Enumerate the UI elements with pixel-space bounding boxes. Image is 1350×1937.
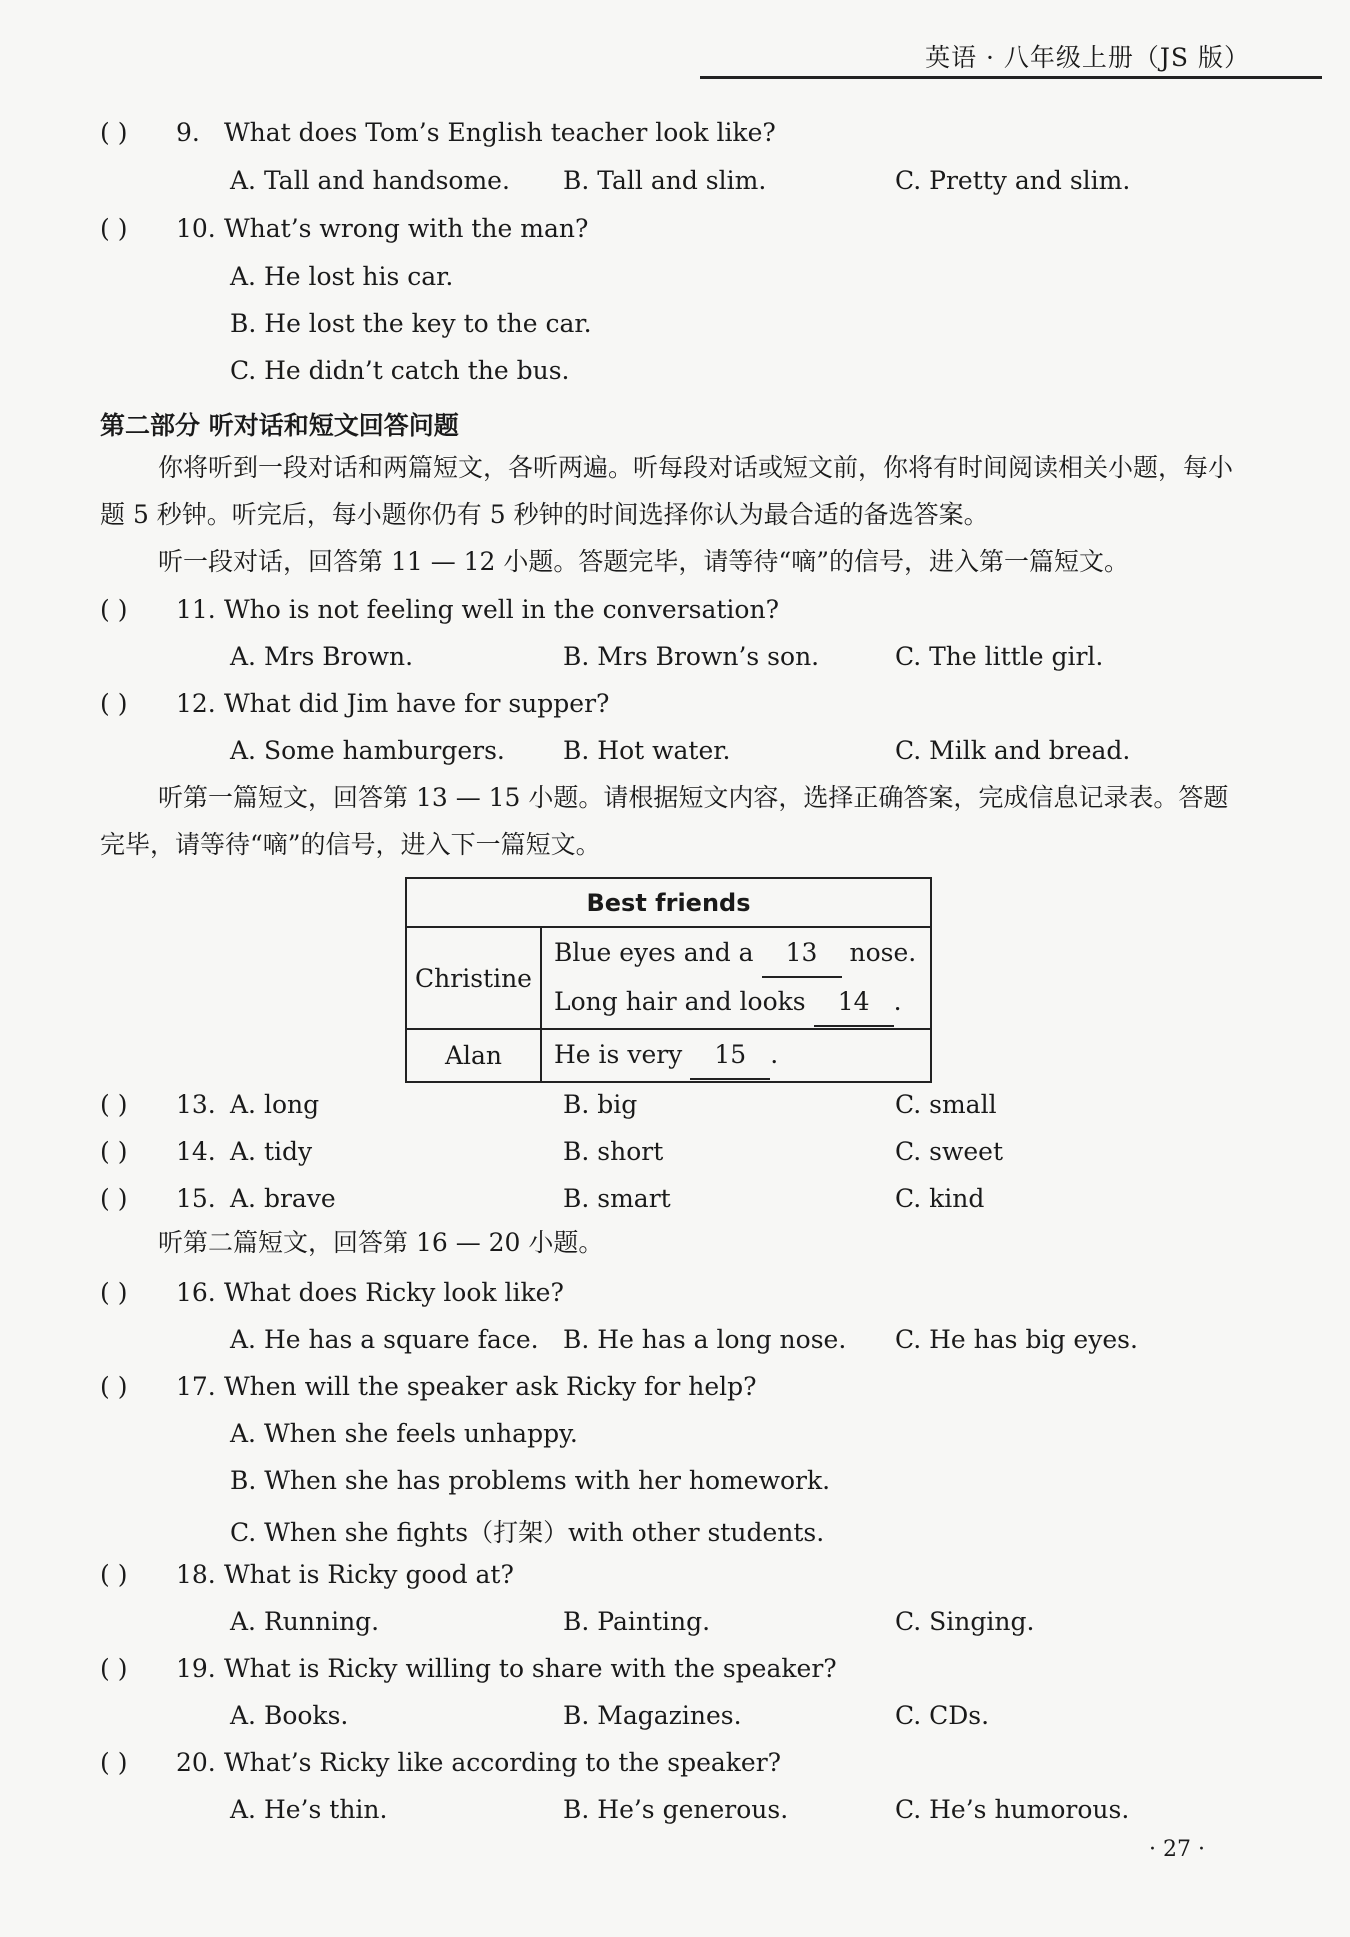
option-a: A. He’s thin.	[230, 1795, 388, 1824]
table-cell-alan-desc	[541, 1029, 931, 1082]
blank-13[interactable]: 13	[762, 929, 842, 978]
question-20	[100, 1748, 781, 1777]
table-cell-alan: Alan	[406, 1029, 541, 1082]
option-b: B. Tall and slim.	[563, 166, 767, 195]
option-a: A. When she feels unhappy.	[230, 1419, 578, 1448]
answer-blank[interactable]: ( )	[100, 1560, 128, 1589]
blank-15[interactable]: 15	[690, 1031, 770, 1080]
page-number: · 27 ·	[1149, 1837, 1205, 1862]
option-c: C. When she fights（打架）with other students.	[230, 1518, 825, 1547]
answer-blank[interactable]: ( )	[100, 214, 128, 243]
answer-blank[interactable]: ( )	[100, 1137, 128, 1166]
question-14	[100, 1137, 216, 1166]
option-b: B. He lost the key to the car.	[230, 309, 592, 338]
answer-blank[interactable]: ( )	[100, 1654, 128, 1683]
question-text: Who is not feeling well in the conversation?	[223, 595, 779, 624]
question-text: What does Ricky look like?	[223, 1278, 564, 1307]
answer-blank[interactable]: ( )	[100, 595, 128, 624]
option-a: A. long	[230, 1090, 320, 1119]
option-a: A. Tall and handsome.	[230, 166, 510, 195]
answer-blank[interactable]: ( )	[100, 1090, 128, 1119]
question-number: 13.	[176, 1090, 216, 1119]
option-b: B. When she has problems with her homework.	[230, 1466, 831, 1495]
option-b: B. He’s generous.	[563, 1795, 789, 1824]
option-c: C. Singing.	[895, 1607, 1035, 1636]
option-b: B. big	[563, 1090, 638, 1119]
table-line-14	[554, 978, 929, 1027]
question-number: 11.	[176, 595, 216, 624]
question-number: 12.	[176, 689, 216, 718]
best-friends-table	[405, 877, 932, 1083]
line-text: nose.	[849, 938, 917, 967]
question-text: When will the speaker ask Ricky for help?	[223, 1372, 757, 1401]
answer-blank[interactable]: ( )	[100, 1748, 128, 1777]
option-a: A. Mrs Brown.	[230, 642, 414, 671]
passage2-instructions: 听第二篇短文，回答第 16 — 20 小题。	[158, 1228, 604, 1257]
question-10	[100, 214, 588, 243]
answer-blank[interactable]: ( )	[100, 1278, 128, 1307]
line-text: He is very	[554, 1040, 683, 1069]
option-b: B. Magazines.	[563, 1701, 742, 1730]
option-a: A. tidy	[230, 1137, 313, 1166]
question-number: 20.	[176, 1748, 216, 1777]
option-b: B. short	[563, 1137, 664, 1166]
line-text: Blue eyes and a	[554, 938, 754, 967]
option-c: C. sweet	[895, 1137, 1003, 1166]
question-number: 14.	[176, 1137, 216, 1166]
option-c: C. Milk and bread.	[895, 736, 1131, 765]
question-12	[100, 689, 609, 718]
option-b: B. He has a long nose.	[563, 1325, 847, 1354]
question-11	[100, 595, 779, 624]
question-17	[100, 1372, 757, 1401]
section-title: 第二部分 听对话和短文回答问题	[100, 411, 459, 440]
option-c: C. CDs.	[895, 1701, 990, 1730]
table-line-13	[554, 929, 929, 978]
question-text: What did Jim have for supper?	[223, 689, 610, 718]
option-c: C. kind	[895, 1184, 985, 1213]
question-text: What’s Ricky like according to the speaker?	[223, 1748, 782, 1777]
answer-blank[interactable]: ( )	[100, 1184, 128, 1213]
option-c: C. He’s humorous.	[895, 1795, 1130, 1824]
option-b: B. Painting.	[563, 1607, 711, 1636]
question-number: 15.	[176, 1184, 216, 1213]
option-b: B. smart	[563, 1184, 671, 1213]
table-cell-christine-desc	[541, 927, 931, 1029]
question-number: 17.	[176, 1372, 216, 1401]
option-a: A. Some hamburgers.	[230, 736, 505, 765]
question-text: What is Ricky willing to share with the speaker?	[223, 1654, 837, 1683]
question-number: 10.	[176, 214, 216, 243]
question-19	[100, 1654, 837, 1683]
question-number: 16.	[176, 1278, 216, 1307]
question-number: 18.	[176, 1560, 216, 1589]
option-a: A. He has a square face.	[230, 1325, 539, 1354]
option-b: B. Hot water.	[563, 736, 731, 765]
option-a: A. Running.	[230, 1607, 380, 1636]
question-number: 19.	[176, 1654, 216, 1683]
question-text: What does Tom’s English teacher look like?	[223, 118, 776, 147]
question-18	[100, 1560, 514, 1589]
question-number: 9.	[176, 118, 200, 147]
question-16	[100, 1278, 564, 1307]
option-c: C. He didn’t catch the bus.	[230, 356, 570, 385]
header-rule	[700, 76, 1322, 79]
answer-blank[interactable]: ( )	[100, 689, 128, 718]
passage1-instructions: 听第一篇短文，回答第 13 — 15 小题。请根据短文内容，选择正确答案，完成信息记录表。答题完毕，请等待“嘀”的信号，进入下一篇短文。	[100, 783, 1229, 859]
option-a: A. brave	[230, 1184, 336, 1213]
dialog-instructions: 听一段对话，回答第 11 — 12 小题。答题完毕，请等待“嘀”的信号，进入第一篇短文。	[158, 547, 1129, 576]
option-c: C. The little girl.	[895, 642, 1104, 671]
question-text: What is Ricky good at?	[223, 1560, 514, 1589]
table-title: Best friends	[406, 878, 931, 927]
option-c: C. Pretty and slim.	[895, 166, 1131, 195]
question-text: What’s wrong with the man?	[223, 214, 589, 243]
section-instructions: 你将听到一段对话和两篇短文，各听两遍。听每段对话或短文前，你将有时间阅读相关小题，每小题 5 秒钟。听完后，每小题你仍有 5 秒钟的时间选择你认为最合适的备选答案。	[100, 453, 1234, 529]
option-a: A. He lost his car.	[230, 262, 454, 291]
blank-14[interactable]: 14	[814, 978, 894, 1027]
option-c: C. small	[895, 1090, 997, 1119]
table-cell-christine: Christine	[406, 927, 541, 1029]
option-b: B. Mrs Brown’s son.	[563, 642, 820, 671]
line-text: .	[770, 1040, 779, 1069]
page-header: 英语 · 八年级上册（JS 版）	[925, 43, 1250, 72]
option-c: C. He has big eyes.	[895, 1325, 1138, 1354]
question-15	[100, 1184, 216, 1213]
question-13	[100, 1090, 216, 1119]
question-9	[100, 118, 776, 147]
line-text: .	[893, 987, 902, 1016]
answer-blank[interactable]: ( )	[100, 1372, 128, 1401]
answer-blank[interactable]: ( )	[100, 118, 128, 147]
line-text: Long hair and looks	[554, 987, 806, 1016]
option-a: A. Books.	[230, 1701, 349, 1730]
